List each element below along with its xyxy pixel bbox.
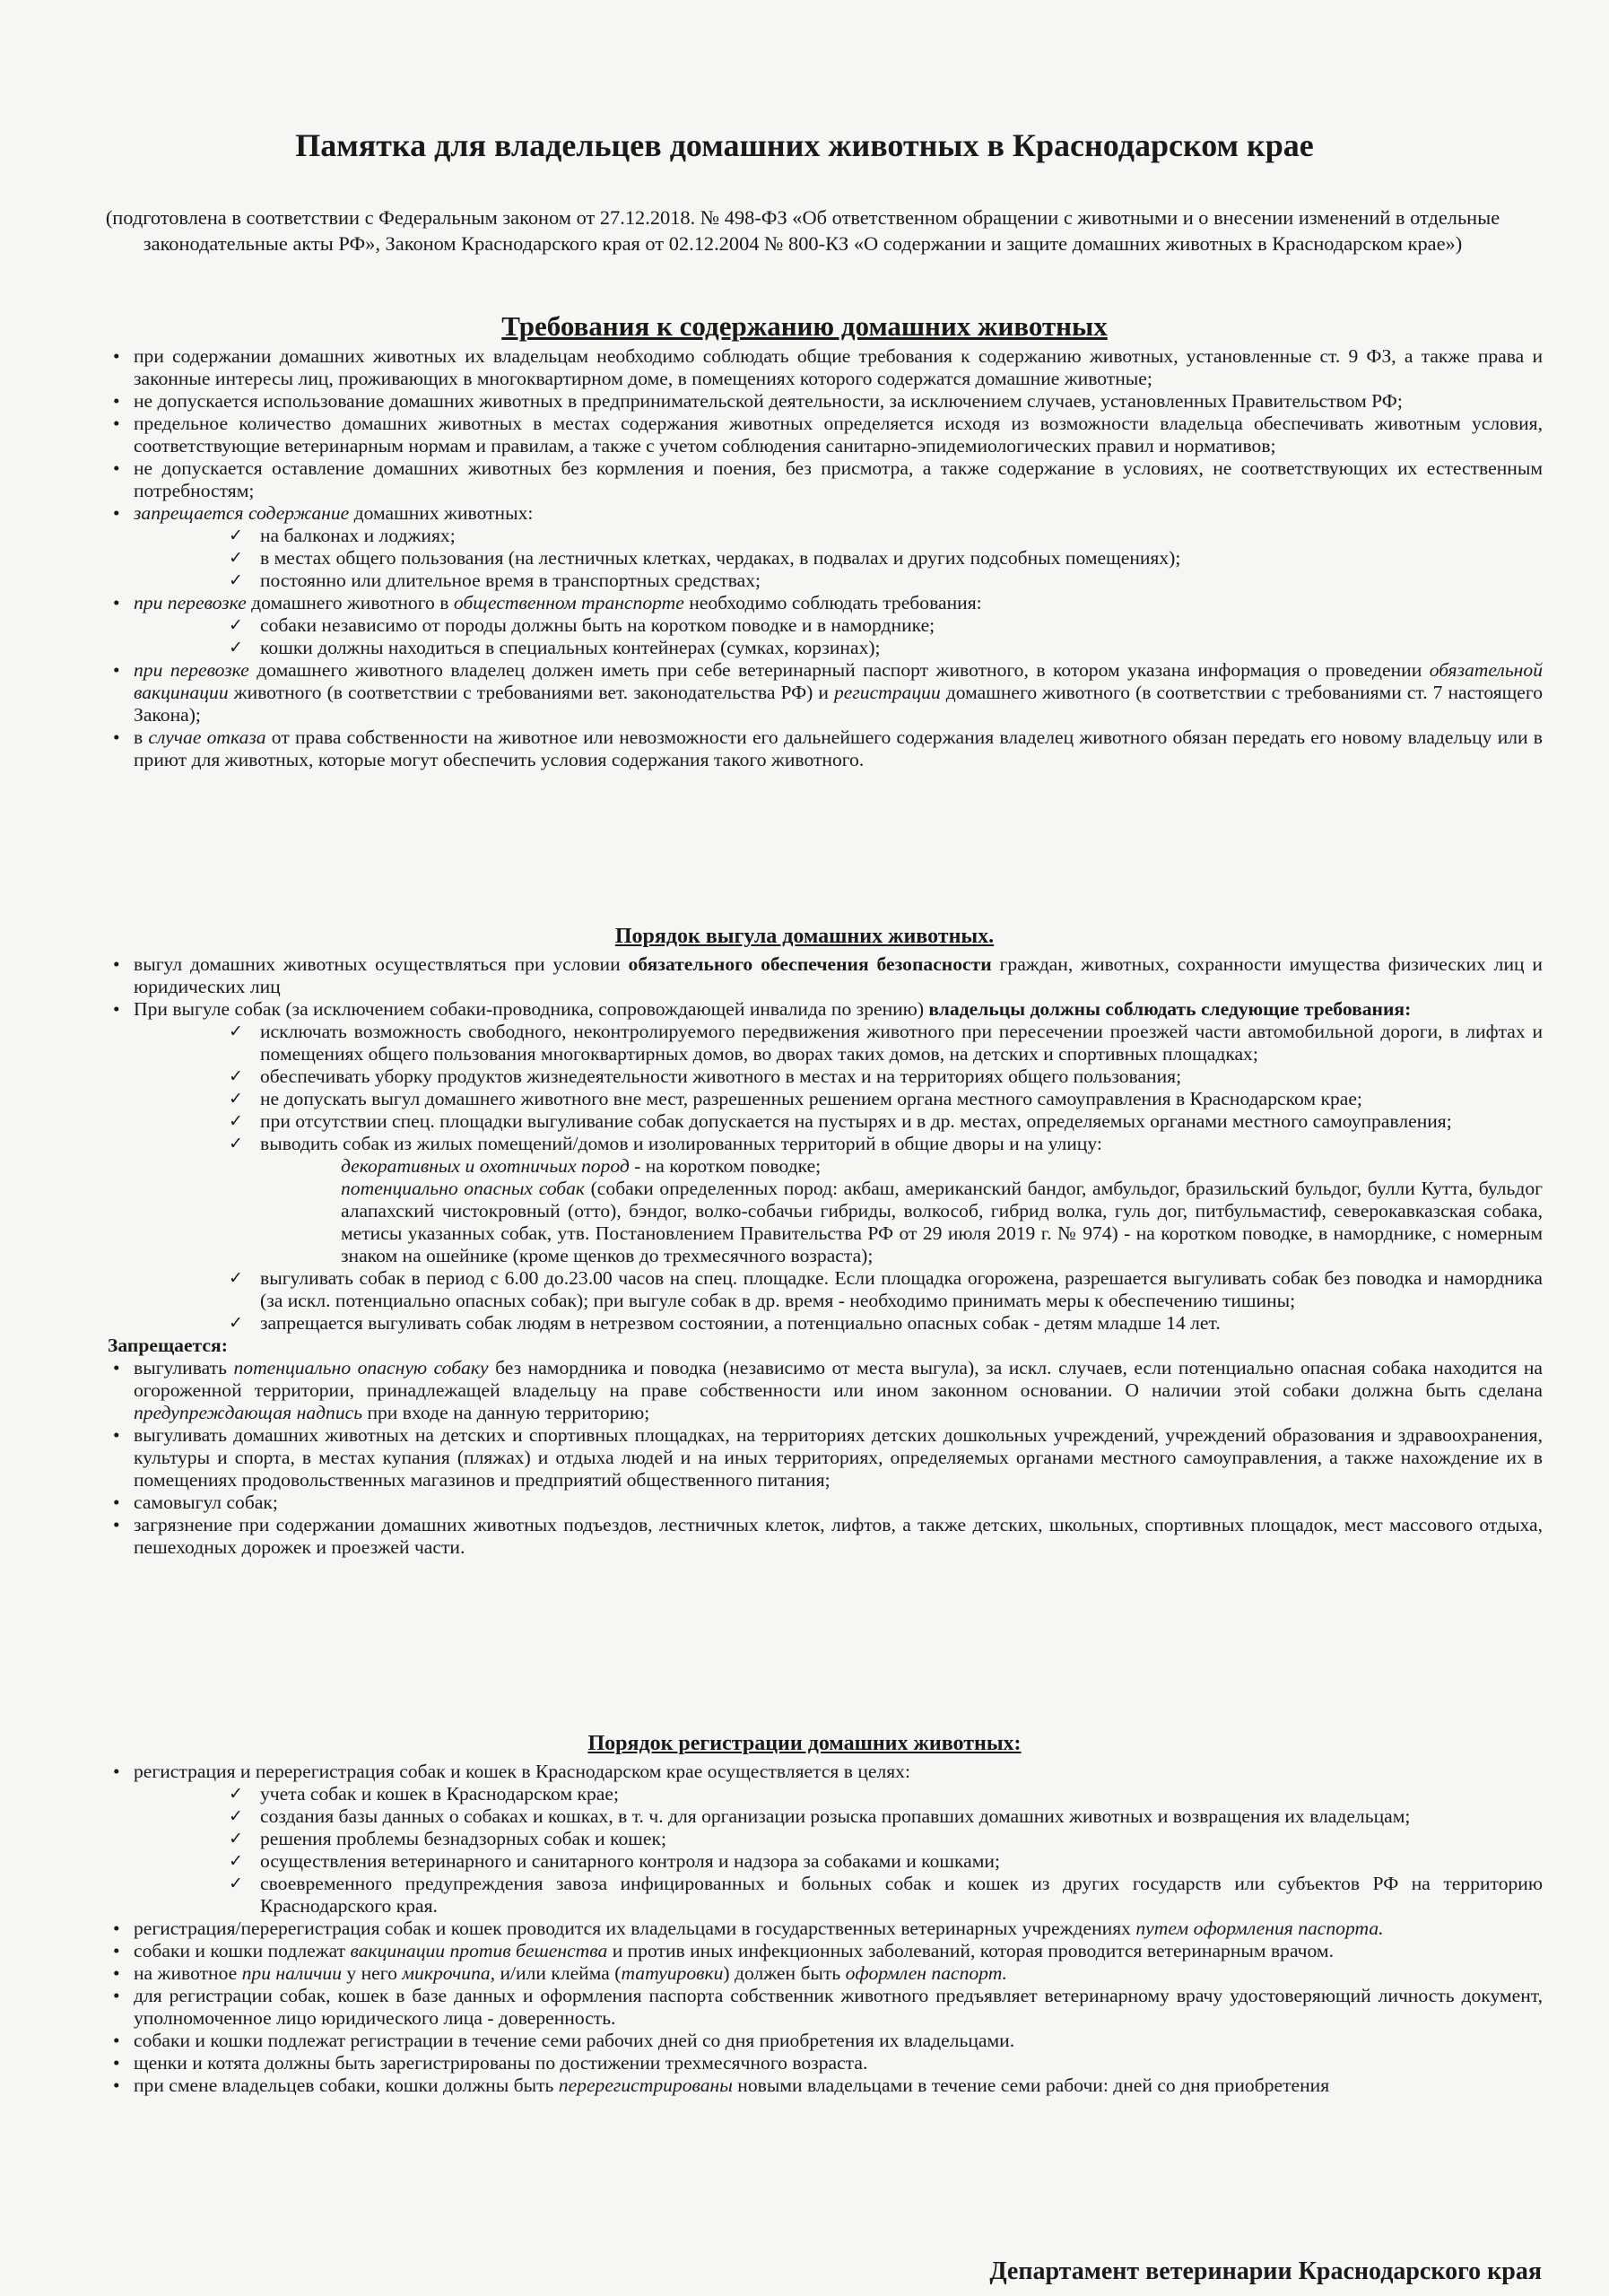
text: и против иных инфекционных заболеваний, которая проводится ветеринарным врачом. [607, 1940, 1334, 1961]
text: на животное [134, 1962, 242, 1984]
list-item: • не допускается использование домашних животных в предпринимательской деятельности, за исключением случаев, установленных Правительством РФ; [108, 390, 1543, 413]
check-item: ✓ на балконах и лоджиях; [229, 525, 1543, 547]
check-item: ✓ не допускать выгул домашнего животного вне мест, разрешенных решением органа местного самоуправления в Краснодарском крае; [229, 1088, 1543, 1110]
text: у него [342, 1962, 403, 1984]
sub-item [341, 1155, 1543, 1178]
section-heading-registration: Порядок регистрации домашних животных: [587, 1732, 1022, 1755]
section-heading-maintenance: Требования к содержанию домашних животных [501, 310, 1108, 342]
emphasis: предупреждающая надпись [134, 1402, 363, 1423]
text: домашнего животного (в соответствии с требованиями ст. 7 настоящего Закона); [134, 682, 1543, 726]
check-item: ✓ собаки независимо от породы должны быть на коротком поводке и в наморднике; [229, 614, 1543, 637]
text: - на коротком поводке; [629, 1155, 822, 1177]
emphasis: при перевозке [134, 592, 247, 613]
emphasis: перерегистрированы [558, 2074, 733, 2096]
check-item: ✓ выводить собак из жилых помещений/домов и изолированных территорий в общие дворы и на улицу: [229, 1133, 1543, 1155]
document-title: Памятка для владельцев домашних животных в Краснодарском крае [295, 127, 1314, 163]
check-item: ✓ осуществления ветеринарного и санитарного контроля и надзора за собаками и кошками; [229, 1850, 1543, 1873]
emphasis: декоративных и охотничьих пород [341, 1155, 630, 1177]
check-item: ✓ обеспечивать уборку продуктов жизнедеятельности животного в местах и на территориях общего пользования; [229, 1065, 1543, 1088]
text: в [134, 726, 149, 748]
check-item: ✓ учета собак и кошек в Краснодарском крае; [229, 1783, 1543, 1805]
emphasis: вакцинации против бешенства [350, 1940, 608, 1961]
text: и/или клейма ( [495, 1962, 622, 1984]
list-item: • предельное количество домашних животных в местах содержания животных определяется исходя из возможности владельца обеспечивать животным условия, соответствующие ветеринарным нормам и правилам, а также с учетом соблюдения санитарно-эпидемиологических правил и нормативов; [108, 413, 1543, 457]
text: новыми владельцами в течение семи рабочи: дней со дня приобретения [732, 2074, 1330, 2096]
text: выгул домашних животных осуществляться при условии [134, 953, 629, 975]
emphasis: случае отказа [148, 726, 266, 748]
text: (собаки определенных пород: акбаш, американский бандог, амбульдог, бразильский бульдог, булли Кутта, бульдог алапахский чистокровный (отто), бэндог, волко-собачьи гибриды, волкособ, гибрид волка, гуль дог, питбульмастиф, северокавказская собака, метисы указанных собак, утв. Постановлением Правительства РФ от 29 июля 2019 г. № 974) - на коротком поводке, в наморднике, с номерным знаком на ошейнике (кроме щенков до трехмесячного возраста); [341, 1178, 1544, 1266]
emphasis: татуировки [621, 1962, 724, 1984]
text: домашнего животного владелец должен иметь при себе ветеринарный паспорт животного, в котором указана информация о проведении [248, 659, 1430, 681]
strong-text: обязательного обеспечения безопасности [628, 953, 992, 975]
check-item: ✓ при отсутствии спец. площадки выгуливание собак допускается на пустырях и в др. местах, определяемых органами местного самоуправления; [229, 1110, 1543, 1133]
text: при смене владельцев собаки, кошки должны быть [134, 2074, 559, 2096]
check-item: ✓ кошки должны находиться в специальных контейнерах (сумках, корзинах); [229, 637, 1543, 659]
check-item: ✓ решения проблемы безнадзорных собак и кошек; [229, 1828, 1543, 1850]
text: животного (в соответствии с требованиями вет. законодательства РФ) и [228, 682, 834, 703]
check-item: ✓ своевременного предупреждения завоза инфицированных и больных собак и кошек из других государств или субъектов РФ на территорию Краснодарского края. [229, 1873, 1543, 1918]
list-item [108, 659, 1543, 726]
check-item: ✓ запрещается выгуливать собак людям в нетрезвом состоянии, а потенциально опасных собак - детям младше 14 лет. [229, 1312, 1543, 1335]
text: выгуливать [134, 1357, 234, 1378]
list-item: • собаки и кошки подлежат регистрации в течение семи рабочих дней со дня приобретения их владельцами. [108, 2030, 1543, 2052]
text: При выгуле собак (за исключением собаки-проводника, сопровождающей инвалида по зрению) [134, 998, 929, 1020]
emphasis: микрочипа, [402, 1962, 496, 1984]
list-item: • регистрация и перерегистрация собак и кошек в Краснодарском крае осуществляется в целях: [108, 1761, 1543, 1783]
strong-text: владельцы должны соблюдать следующие требования: [928, 998, 1412, 1020]
list-item [108, 502, 1543, 525]
list-item: • загрязнение при содержании домашних животных подъездов, лестничных клеток, лифтов, а также детских, школьных, спортивных площадок, мест массового отдыха, пешеходных дорожек и проезжей части. [108, 1514, 1543, 1559]
sub-item [341, 1178, 1543, 1267]
emphasis: общественном транспорте [453, 592, 684, 613]
section-registration [108, 1761, 1543, 2097]
list-item [108, 1918, 1543, 1940]
list-item: • не допускается оставление домашних животных без кормления и поения, без присмотра, а также содержание в условиях, не соответствующих их естественным потребностям; [108, 457, 1543, 502]
text: домашних животных: [349, 502, 534, 524]
text: регистрация/перерегистрация собак и кошек проводится их владельцами в государственных ветеринарных учреждениях [134, 1918, 1136, 1939]
emphasis: обязательной вакцинации [134, 659, 1543, 703]
list-item [108, 592, 1543, 614]
emphasis: при наличии [241, 1962, 343, 1984]
text: при входе на данную территорию; [362, 1402, 650, 1423]
text: собаки и кошки подлежат [134, 1940, 351, 1961]
forbidden-label: Запрещается: [108, 1335, 228, 1356]
text: от права собственности на животное или невозможности его дальнейшего содержания владелец животного обязан передать его новому владельцу или в приют для животных, которые могут обеспечить условия содержания такого животного. [134, 726, 1543, 770]
list-item [108, 953, 1543, 998]
check-item: ✓ постоянно или длительное время в транспортных средствах; [229, 570, 1543, 592]
list-item [108, 2074, 1543, 2097]
emphasis: оформлен паспорт. [845, 1962, 1007, 1984]
section-heading-walking: Порядок выгула домашних животных. [614, 925, 995, 948]
check-item: ✓ выгуливать собак в период с 6.00 до.23.00 часов на спец. площадке. Если площадка огорожена, разрешается выгуливать собак без поводка и намордника (за искл. потенциально опасных собак); при выгуле собак в др. время - необходимо принимать меры к обеспечению тишины; [229, 1267, 1543, 1312]
emphasis: запрещается содержание [134, 502, 350, 524]
list-item [108, 1357, 1543, 1424]
list-item: • при содержании домашних животных их владельцам необходимо соблюдать общие требования к содержанию животных, установленные ст. 9 ФЗ, а также права и законные интересы лиц, проживающих в многоквартирном доме, в помещениях которого содержатся домашние животные; [108, 345, 1543, 390]
list-item [108, 998, 1543, 1021]
list-item: • выгуливать домашних животных на детских и спортивных площадках, на территориях детских дошкольных учреждений, учреждений образования и здравоохранения, культуры и спорта, в местах купания (пляжах) и отдыха людей и на иных территориях, определяемых органами местного самоуправления, а также нахождение их в помещениях продовольственных магазинов и предприятий общественного питания; [108, 1424, 1543, 1492]
document-subtitle: (подготовлена в соответствии с Федеральным законом от 27.12.2018. № 498-ФЗ «Об ответственном обращении с животными и о внесении изменений в отдельные законодательные акты РФ», Законом Краснодарского края от 02.12.2004 № 800-КЗ «О содержании и защите домашних животных в Краснодарском крае») [105, 206, 1500, 255]
list-item [108, 1940, 1543, 1962]
emphasis: регистрации [833, 682, 941, 703]
list-item: • щенки и котята должны быть зарегистрированы по достижении трехмесячного возраста. [108, 2052, 1543, 2074]
check-item: ✓ в местах общего пользования (на лестничных клетках, чердаках, в подвалах и других подсобных помещениях); [229, 547, 1543, 570]
text: домашнего животного в [246, 592, 454, 613]
text: ) должен быть [723, 1962, 846, 1984]
footer-signature: Департамент ветеринарии Краснодарского края [989, 2257, 1542, 2285]
list-item: • самовыгул собак; [108, 1492, 1543, 1514]
emphasis: при перевозке [134, 659, 249, 681]
text: граждан, животных, сохранности имущества физических лиц и юридических лиц [134, 953, 1543, 997]
text: необходимо соблюдать требования: [683, 592, 982, 613]
list-item: • для регистрации собак, кошек в базе данных и оформления паспорта собственник животного предъявляет ветеринарному врачу удостоверяющий личность документ, уполномоченное лицо юридического лица - доверенность. [108, 1985, 1543, 2030]
section-walking [108, 953, 1543, 1559]
emphasis: потенциально опасную собаку [233, 1357, 489, 1378]
check-item: ✓ исключать возможность свободного, неконтролируемого передвижения животного при пересечении проезжей части автомобильной дороги, в лифтах и помещениях общего пользования многоквартирных домов, во дворах таких домов, на детских и спортивных площадках; [229, 1021, 1543, 1065]
emphasis: путем оформления паспорта. [1135, 1918, 1384, 1939]
section-maintenance [108, 345, 1543, 771]
list-item [108, 726, 1543, 771]
emphasis: потенциально опасных собак [341, 1178, 586, 1199]
text: без намордника и поводка (независимо от места выгула), за искл. случаев, если потенциально опасная собака находится на огороженной территории, принадлежащей владельцу на праве собственности или ином законном основании. О наличии этой собаки должна быть сделана [134, 1357, 1543, 1401]
check-item: ✓ создания базы данных о собаках и кошках, в т. ч. для организации розыска пропавших домашних животных и возвращения их владельцам; [229, 1805, 1543, 1828]
list-item [108, 1962, 1543, 1985]
